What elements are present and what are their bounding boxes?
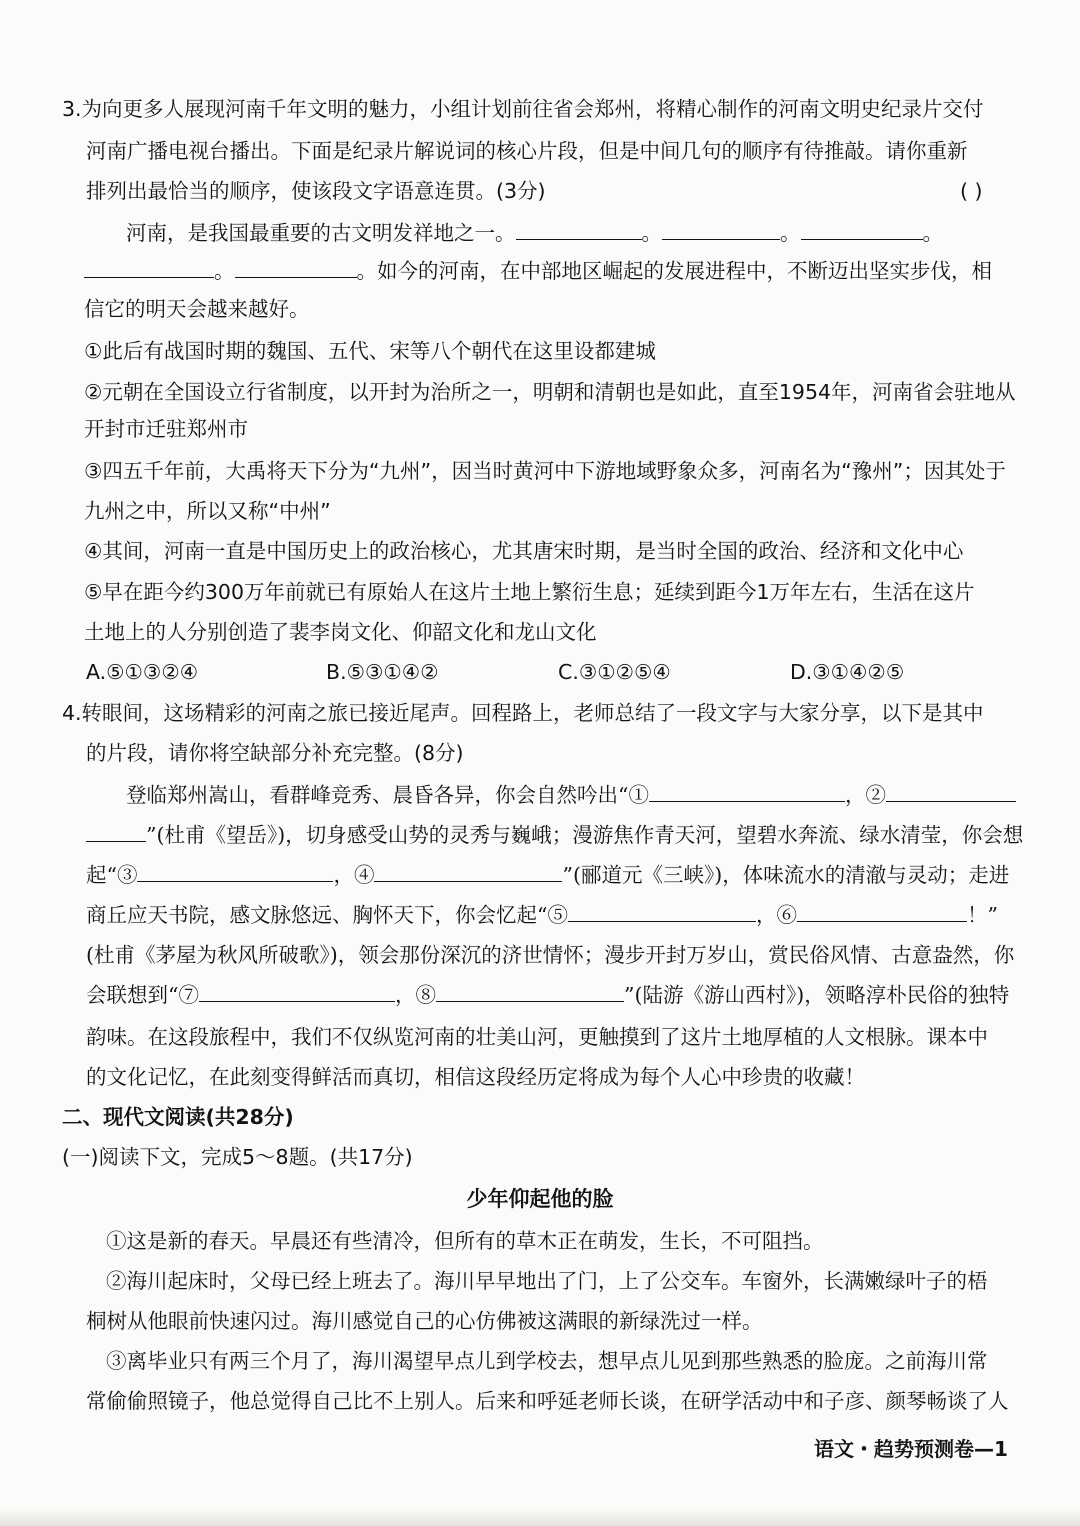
q4-line-1 <box>126 780 1016 810</box>
q4-line-2 <box>86 820 1023 850</box>
q3-sentence-2b: 开封市迁驻郑州市 <box>84 417 248 441</box>
article-title: 少年仰起他的脸 <box>466 1187 614 1211</box>
q3-option-b[interactable]: B.⑤③①④② <box>326 660 439 684</box>
q4-line-7: 韵味。在这段旅程中，我们不仅纵览河南的壮美山河，更触摸到了这片土地厚植的人文根脉。课本中 <box>86 1025 988 1049</box>
q3-stem-line-1: 3.为向更多人展现河南千年文明的魅力，小组计划前往省会郑州，将精心制作的河南文明史纪录片交付 <box>62 97 984 121</box>
q3-period-4: 。 <box>214 259 235 283</box>
page-bottom-shadow <box>0 1508 1080 1526</box>
article-para-3a: ③离毕业只有两三个月了，海川渴望早点儿到学校去，想早点儿见到那些熟悉的脸庞。之前海川常 <box>106 1349 988 1373</box>
q4-text-3b: ，④ <box>333 863 375 887</box>
q4-line-6 <box>86 980 1009 1010</box>
q3-sentence-5b: 土地上的人分别创造了裴李岗文化、仰韶文化和龙山文化 <box>84 620 597 644</box>
q3-sentence-1: ①此后有战国时期的魏国、五代、宋等八个朝代在这里设都建城 <box>84 339 656 363</box>
q3-blank-2[interactable] <box>662 221 780 240</box>
q4-line-3 <box>86 860 1009 890</box>
q3-passage-line-1 <box>126 218 943 248</box>
q3-sentence-3b: 九州之中，所以又称“中州” <box>84 499 331 523</box>
article-para-3b: 常偷偷照镜子，他总觉得自己比不上别人。后来和呼延老师长谈，在研学活动中和子彦、颜琴畅谈了人 <box>86 1389 1009 1413</box>
q4-text-1b: ，② <box>844 783 886 807</box>
article-para-2b: 桐树从他眼前快速闪过。海川感觉自己的心仿佛被这满眼的新绿洗过一样。 <box>86 1309 763 1333</box>
q3-passage-start: 河南，是我国最重要的古文明发祥地之一。 <box>126 221 516 245</box>
q3-option-d[interactable]: D.③①④②⑤ <box>790 660 905 684</box>
q4-text-6b: ，⑧ <box>394 983 436 1007</box>
q3-blank-3[interactable] <box>801 221 923 240</box>
q4-line-8: 的文化记忆，在此刻变得鲜活而真切，相信这段经历定将成为每个人心中珍贵的收藏！ <box>86 1065 865 1089</box>
q3-option-a[interactable]: A.⑤①③②④ <box>86 660 199 684</box>
q3-sentence-5a: ⑤早在距今约300万年前就已有原始人在这片土地上繁衍生息；延续到距今1万年左右，生活在这片 <box>84 580 975 604</box>
q3-passage-end-a: 。如今的河南，在中部地区崛起的发展进程中，不断迈出坚实步伐，相 <box>356 259 992 283</box>
page-footer: 语文・趋势预测卷—1 <box>814 1437 1008 1461</box>
q3-answer-bracket[interactable]: ( ) <box>960 179 983 203</box>
q4-text-4a: 商丘应天书院，感文脉悠远、胸怀天下，你会忆起“⑤ <box>86 903 568 927</box>
q3-stem-line-3: 排列出最恰当的顺序，使该段文字语意连贯。(3分) <box>86 179 546 203</box>
q4-blank-7[interactable] <box>199 983 395 1002</box>
q3-sentence-3a: ③四五千年前，大禹将天下分为“九州”，因当时黄河中下游地域野象众多，河南名为“豫州”；因其处于 <box>84 459 1006 483</box>
q3-sentence-4: ④其间，河南一直是中国历史上的政治核心，尤其唐宋时期，是当时全国的政治、经济和文化中心 <box>84 539 964 563</box>
q4-text-4b: ，⑥ <box>755 903 797 927</box>
q4-text-6c: ”(陆游《游山西村》)，领略淳朴民俗的独特 <box>623 983 1010 1007</box>
q3-period-2: 。 <box>780 221 801 245</box>
q4-text-3a: 起“③ <box>86 863 138 887</box>
q4-blank-6[interactable] <box>797 903 967 922</box>
q4-text-1a: 登临郑州嵩山，看群峰竞秀、晨昏各异，你会自然吟出“① <box>126 783 649 807</box>
q4-blank-4[interactable] <box>374 863 562 882</box>
q4-text-4c: ！” <box>966 903 998 927</box>
q4-line-4 <box>86 900 998 930</box>
q3-passage-line-2 <box>84 256 992 286</box>
q3-period-1: 。 <box>641 221 662 245</box>
q3-stem-line-2: 河南广播电视台播出。下面是纪录片解说词的核心片段，但是中间几句的顺序有待推敲。请你重新 <box>86 139 968 163</box>
q4-line-5: (杜甫《茅屋为秋风所破歌》)，领会那份深沉的济世情怀；漫步开封万岁山，赏民俗风情、古意盎然，你 <box>86 943 1015 967</box>
section-2-subheading: (一)阅读下文，完成5～8题。(共17分) <box>62 1145 413 1169</box>
q3-blank-4[interactable] <box>84 259 214 278</box>
q3-blank-1[interactable] <box>516 221 642 240</box>
q3-blank-5[interactable] <box>235 259 357 278</box>
q4-stem-line-1: 4.转眼间，这场精彩的河南之旅已接近尾声。回程路上，老师总结了一段文字与大家分享，以下是其中 <box>62 701 984 725</box>
q4-blank-8[interactable] <box>436 983 624 1002</box>
q4-blank-1[interactable] <box>649 783 845 802</box>
q4-blank-5[interactable] <box>568 903 756 922</box>
q3-passage-line-3: 信它的明天会越来越好。 <box>84 297 310 321</box>
q4-blank-2-end[interactable] <box>86 823 146 842</box>
q4-text-6a: 会联想到“⑦ <box>86 983 199 1007</box>
q4-text-2a: ”(杜甫《望岳》)，切身感受山势的灵秀与巍峨；漫游焦作青天河，望碧水奔流、绿水清莹，你会想 <box>146 823 1024 847</box>
q3-sentence-2a: ②元朝在全国设立行省制度，以开封为治所之一，明朝和清朝也是如此，直至1954年，河南省会驻地从 <box>84 380 1016 404</box>
q4-blank-3[interactable] <box>137 863 333 882</box>
article-para-1: ①这是新的春天。早晨还有些清冷，但所有的草木正在萌发，生长，不可阻挡。 <box>106 1229 824 1253</box>
q4-stem-line-2: 的片段，请你将空缺部分补充完整。(8分) <box>86 741 464 765</box>
section-2-heading: 二、现代文阅读(共28分) <box>62 1105 294 1129</box>
q4-blank-2-start[interactable] <box>886 783 1016 802</box>
q3-period-3: 。 <box>922 221 943 245</box>
q4-text-3c: ”(郦道元《三峡》)，体味流水的清澈与灵动；走进 <box>562 863 1010 887</box>
article-para-2a: ②海川起床时，父母已经上班去了。海川早早地出了门，上了公交车。车窗外，长满嫩绿叶子的梧 <box>106 1269 988 1293</box>
q3-option-c[interactable]: C.③①②⑤④ <box>558 660 671 684</box>
